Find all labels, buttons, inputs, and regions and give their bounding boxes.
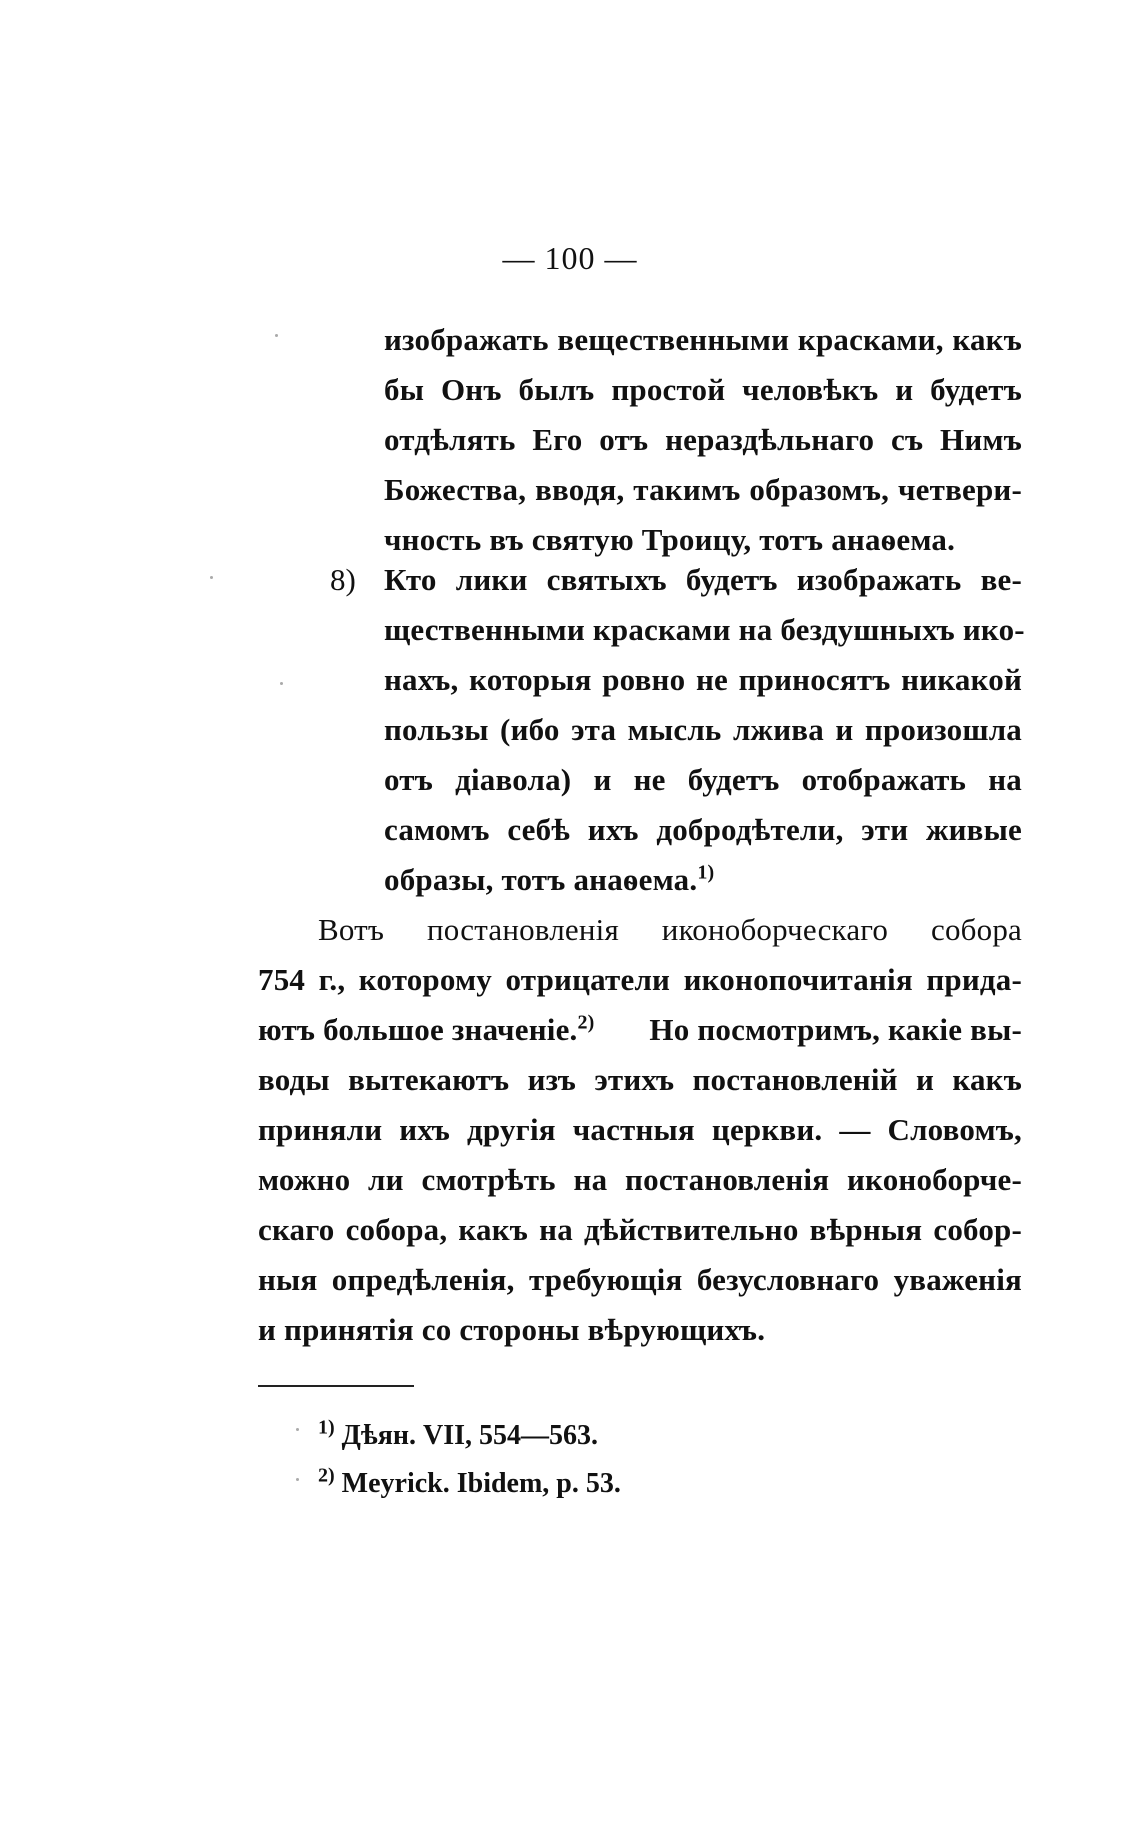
scan-speck bbox=[296, 1428, 299, 1431]
text-span: Но посмотримъ, какіе вы- bbox=[649, 1012, 1022, 1047]
scan-speck bbox=[296, 1478, 299, 1481]
footnote bbox=[318, 1466, 621, 1502]
text-line: отъ діавола) и не будетъ отображать на bbox=[384, 762, 1022, 797]
footnote-mark: 2) bbox=[318, 1464, 335, 1487]
text-line: бы Онъ былъ простой человѣкъ и будетъ bbox=[384, 372, 1022, 407]
text-span bbox=[258, 1010, 595, 1050]
text-span: образы, тотъ анаѳема. bbox=[384, 862, 698, 897]
text-line: 754 г., которому отрицатели иконопочитанія прида- bbox=[258, 962, 1022, 997]
text-line bbox=[258, 1010, 1022, 1050]
text-line: нахъ, которыя ровно не приносятъ никакой bbox=[384, 662, 1022, 697]
page-number: — 100 — bbox=[502, 240, 638, 276]
text-span: ютъ большое значеніе. bbox=[258, 1012, 578, 1047]
scan-speck bbox=[280, 682, 283, 685]
scan-speck bbox=[210, 576, 213, 579]
text-line: и принятія со стороны вѣрующихъ. bbox=[258, 1312, 766, 1347]
text-line: приняли ихъ другія частныя церкви. — Словомъ, bbox=[258, 1112, 1022, 1147]
text-line: пользы (ибо эта мысль лжива и произошла bbox=[384, 712, 1022, 747]
text-line: Кто лики святыхъ будетъ изображать ве- bbox=[384, 562, 1022, 597]
text-line: отдѣлять Его отъ нераздѣльнаго съ Нимъ bbox=[384, 422, 1022, 457]
footnote bbox=[318, 1418, 598, 1454]
text-line: можно ли смотрѣть на постановленія иконоборче- bbox=[258, 1162, 1022, 1197]
scan-speck bbox=[275, 334, 278, 337]
text-line: скаго собора, какъ на дѣйствительно вѣрныя собор- bbox=[258, 1212, 1022, 1247]
text-line: изображать вещественными красками, какъ bbox=[384, 322, 1022, 357]
text-line: ныя опредѣленія, требующія безусловнаго уваженія bbox=[258, 1262, 1022, 1297]
item-marker: 8) bbox=[330, 562, 356, 597]
footnote-divider bbox=[258, 1385, 414, 1387]
text-line: Божества, вводя, такимъ образомъ, четвери- bbox=[384, 472, 1022, 507]
footnote-text: Дѣян. VII, 554—563. bbox=[341, 1420, 599, 1451]
text-line bbox=[384, 860, 714, 900]
text-line: воды вытекаютъ изъ этихъ постановленій и какъ bbox=[258, 1062, 1022, 1097]
text-line: чность въ святую Троицу, тотъ анаѳема. bbox=[384, 522, 956, 557]
footnote-text: Meyrick. Ibidem, p. 53. bbox=[341, 1468, 621, 1499]
text-line: щественными красками на бездушныхъ ико- bbox=[384, 612, 1025, 647]
footnote-mark: 1) bbox=[318, 1416, 335, 1439]
text-line: самомъ себѣ ихъ добродѣтели, эти живые bbox=[384, 812, 1022, 847]
footnote-ref: 2) bbox=[577, 1011, 595, 1034]
footnote-ref: 1) bbox=[697, 861, 715, 884]
text-line: Вотъ постановленія иконоборческаго собора bbox=[318, 912, 1022, 947]
